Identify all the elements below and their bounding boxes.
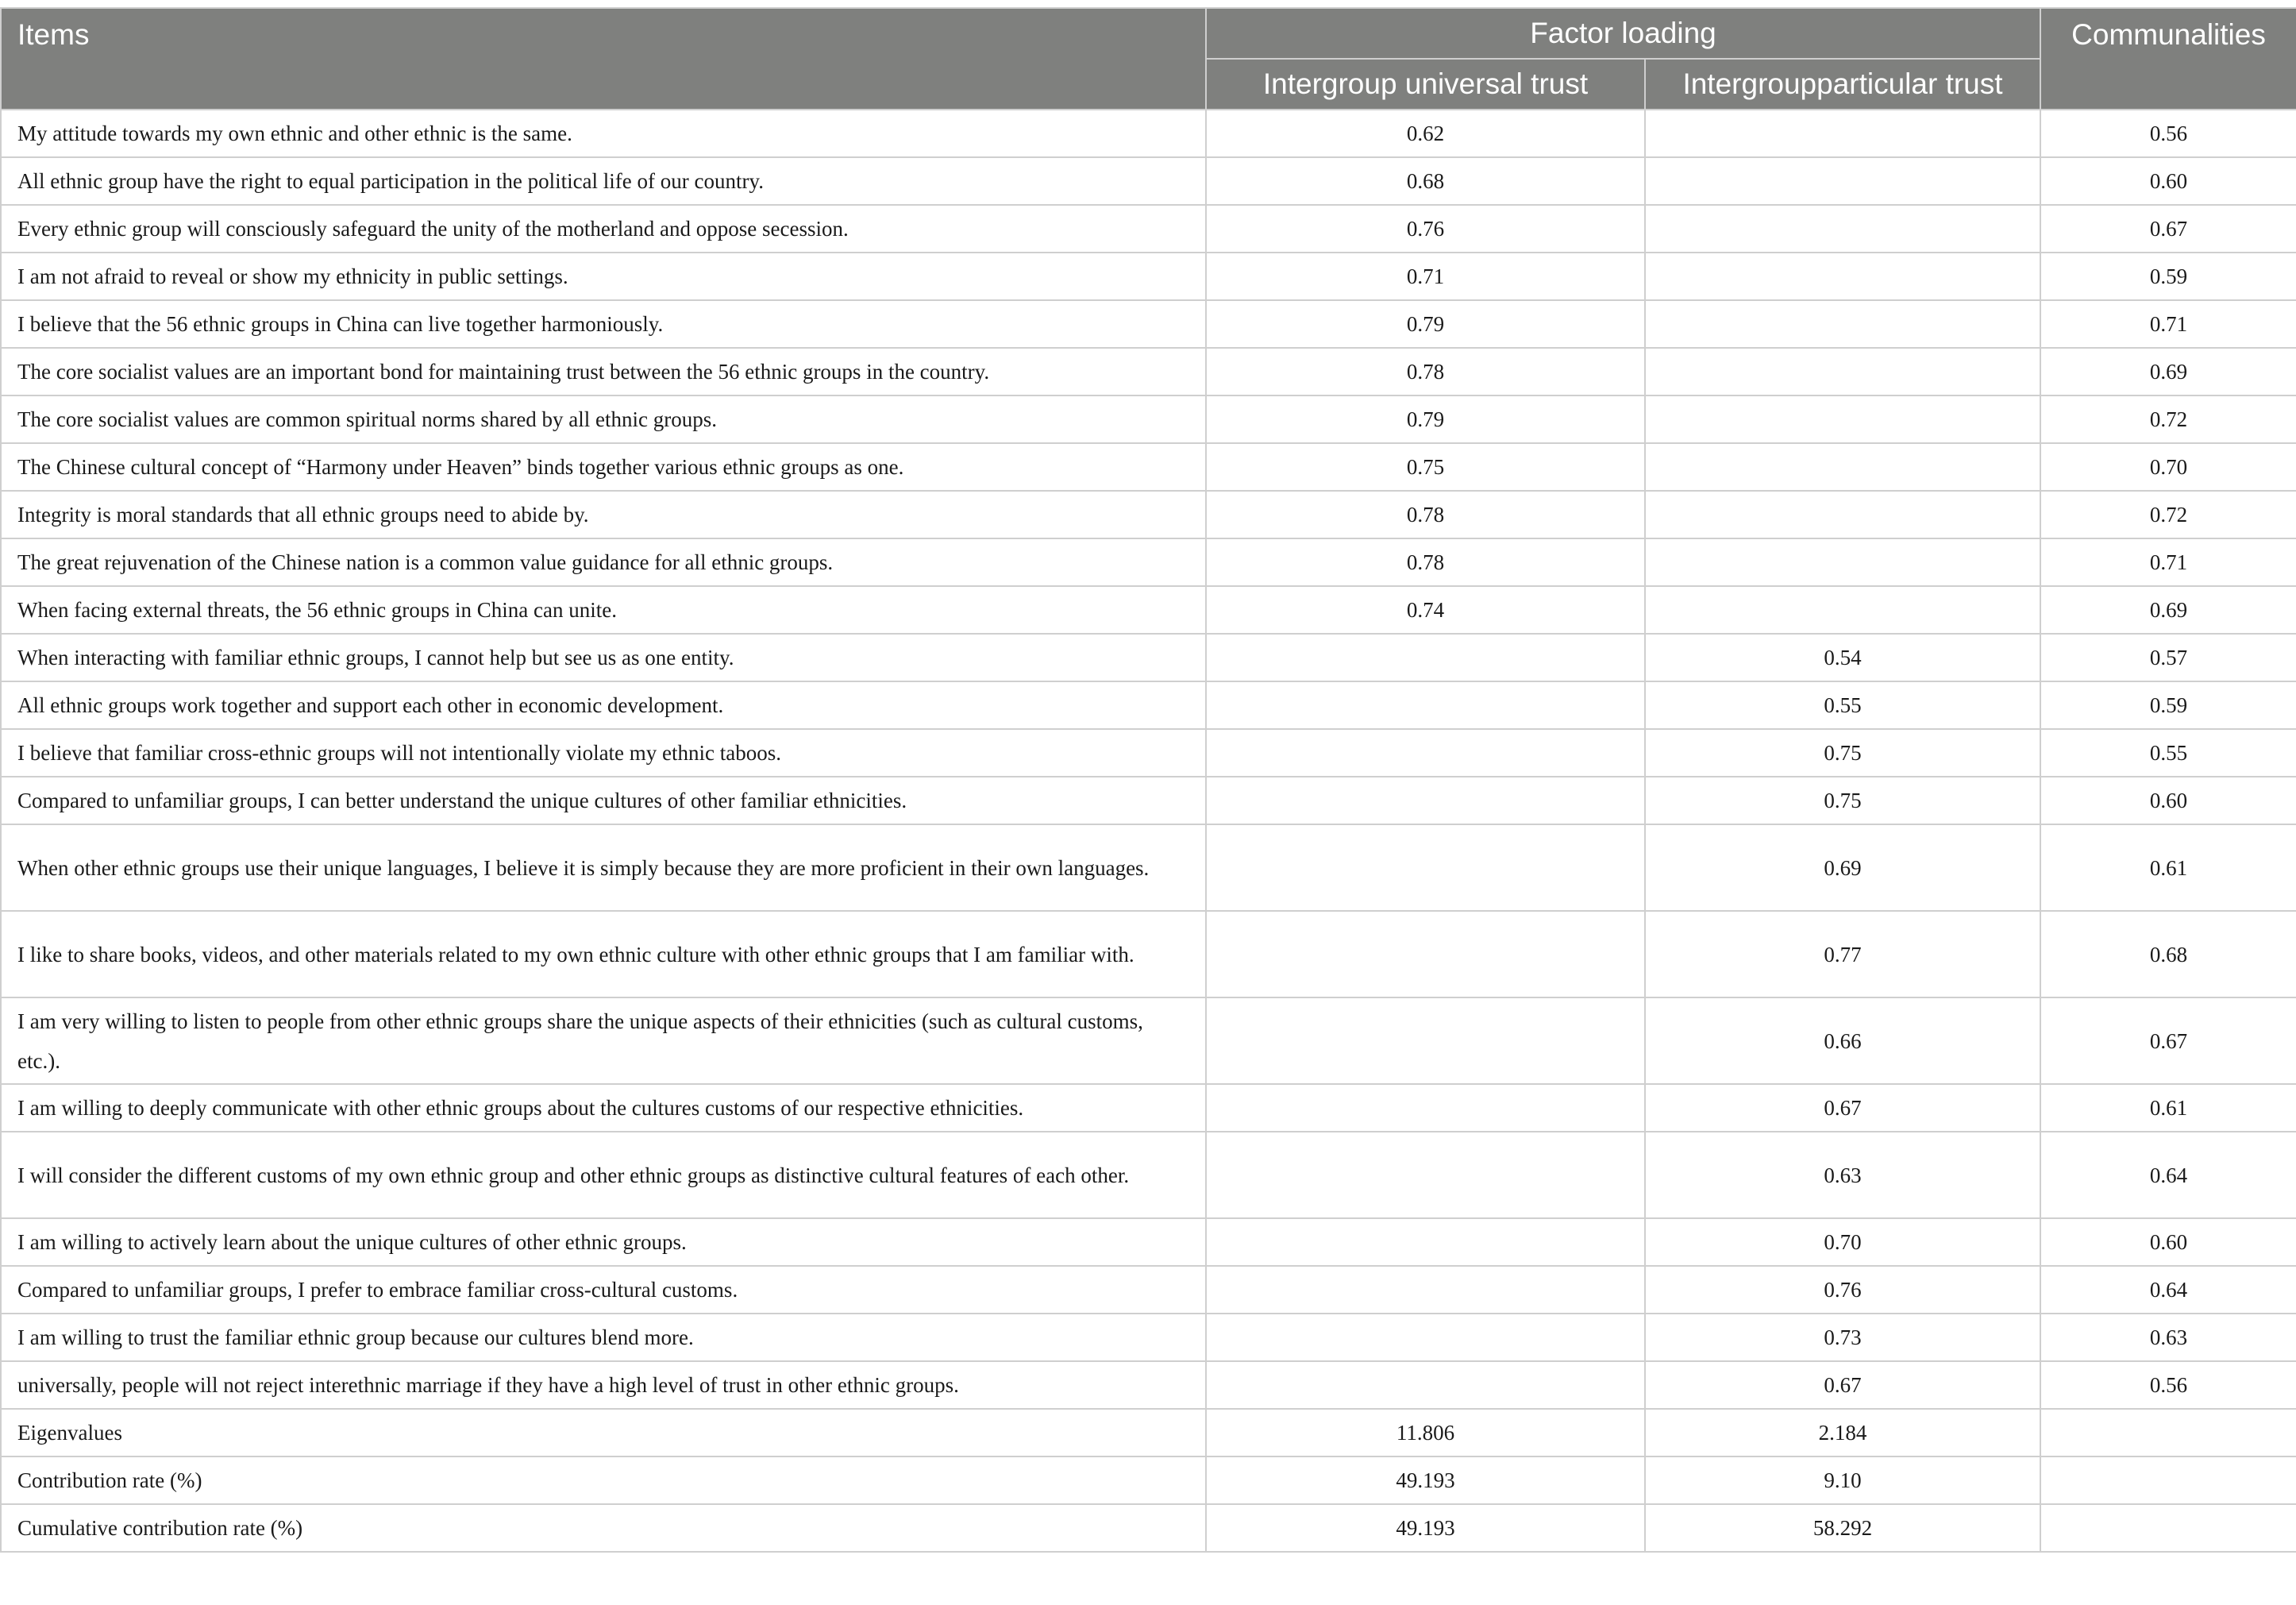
communality-cell: 0.60 (2040, 157, 2296, 205)
particular-cell (1645, 300, 2040, 348)
particular-cell: 0.63 (1645, 1132, 2040, 1218)
particular-cell: 0.77 (1645, 911, 2040, 997)
communality-cell: 0.60 (2040, 1218, 2296, 1266)
item-cell: All ethnic group have the right to equal participation in the political life of our country. (1, 157, 1206, 205)
universal-cell (1206, 1314, 1645, 1361)
communality-cell: 0.61 (2040, 824, 2296, 911)
communality-cell: 0.69 (2040, 586, 2296, 634)
table-row (1, 997, 2296, 1084)
universal-cell: 0.75 (1206, 443, 1645, 491)
item-cell: universally, people will not reject interethnic marriage if they have a high level of trust in other ethnic groups. (1, 1361, 1206, 1409)
item-cell: I believe that familiar cross-ethnic groups will not intentionally violate my ethnic taboos. (1, 729, 1206, 777)
communality-cell (2040, 1456, 2296, 1504)
item-cell: Cumulative contribution rate (%) (1, 1504, 1206, 1552)
table-row (1, 538, 2296, 586)
communality-cell: 0.59 (2040, 681, 2296, 729)
header-factor-loading: Factor loading (1206, 8, 2040, 59)
communality-cell: 0.67 (2040, 205, 2296, 253)
universal-cell: 0.62 (1206, 110, 1645, 157)
particular-cell: 0.73 (1645, 1314, 2040, 1361)
factor-loading-table (0, 7, 2296, 1553)
universal-cell (1206, 729, 1645, 777)
table-row (1, 300, 2296, 348)
item-cell: When other ethnic groups use their unique languages, I believe it is simply because they are more proficient in their own languages. (1, 824, 1206, 911)
universal-cell (1206, 1218, 1645, 1266)
table-row (1, 1456, 2296, 1504)
item-cell: Eigenvalues (1, 1409, 1206, 1456)
table-row (1, 634, 2296, 681)
table-row (1, 681, 2296, 729)
table-row (1, 253, 2296, 300)
item-cell: I am willing to deeply communicate with other ethnic groups about the cultures customs of our respective ethnicities. (1, 1084, 1206, 1132)
communality-cell: 0.57 (2040, 634, 2296, 681)
particular-cell: 0.55 (1645, 681, 2040, 729)
particular-cell (1645, 205, 2040, 253)
header-communalities: Communalities (2040, 8, 2296, 110)
particular-cell: 0.66 (1645, 997, 2040, 1084)
item-cell: I believe that the 56 ethnic groups in China can live together harmoniously. (1, 300, 1206, 348)
item-cell: I will consider the different customs of my own ethnic group and other ethnic groups as distinctive cultural features of each other. (1, 1132, 1206, 1218)
universal-cell: 0.68 (1206, 157, 1645, 205)
item-cell: My attitude towards my own ethnic and other ethnic is the same. (1, 110, 1206, 157)
particular-cell: 9.10 (1645, 1456, 2040, 1504)
universal-cell: 0.74 (1206, 586, 1645, 634)
particular-cell: 0.67 (1645, 1084, 2040, 1132)
table-row (1, 1504, 2296, 1552)
universal-cell (1206, 824, 1645, 911)
table-row (1, 1409, 2296, 1456)
universal-cell: 11.806 (1206, 1409, 1645, 1456)
universal-cell (1206, 1132, 1645, 1218)
communality-cell: 0.56 (2040, 1361, 2296, 1409)
table-row (1, 1218, 2296, 1266)
item-cell: I am very willing to listen to people from other ethnic groups share the unique aspects of their ethnicities (such as cultural customs, etc.). (1, 997, 1206, 1084)
table-row (1, 1361, 2296, 1409)
item-cell: Compared to unfamiliar groups, I prefer to embrace familiar cross-cultural customs. (1, 1266, 1206, 1314)
universal-cell: 0.78 (1206, 348, 1645, 395)
particular-cell: 0.75 (1645, 729, 2040, 777)
item-cell: The core socialist values are an important bond for maintaining trust between the 56 ethnic groups in the country. (1, 348, 1206, 395)
table-row (1, 1266, 2296, 1314)
table-row (1, 777, 2296, 824)
universal-cell: 0.79 (1206, 300, 1645, 348)
universal-cell (1206, 1266, 1645, 1314)
item-cell: Integrity is moral standards that all ethnic groups need to abide by. (1, 491, 1206, 538)
communality-cell: 0.67 (2040, 997, 2296, 1084)
table-row (1, 491, 2296, 538)
communality-cell: 0.71 (2040, 538, 2296, 586)
item-cell: Every ethnic group will consciously safeguard the unity of the motherland and oppose secession. (1, 205, 1206, 253)
table-row (1, 110, 2296, 157)
item-cell: When facing external threats, the 56 ethnic groups in China can unite. (1, 586, 1206, 634)
particular-cell: 0.69 (1645, 824, 2040, 911)
header-particular-trust: Intergroupparticular trust (1645, 59, 2040, 110)
universal-cell (1206, 911, 1645, 997)
communality-cell: 0.70 (2040, 443, 2296, 491)
particular-cell: 58.292 (1645, 1504, 2040, 1552)
table-row (1, 443, 2296, 491)
universal-cell (1206, 997, 1645, 1084)
particular-cell (1645, 586, 2040, 634)
item-cell: I like to share books, videos, and other materials related to my own ethnic culture with other ethnic groups that I am familiar with. (1, 911, 1206, 997)
communality-cell: 0.61 (2040, 1084, 2296, 1132)
header-universal-trust: Intergroup universal trust (1206, 59, 1645, 110)
item-cell: Contribution rate (%) (1, 1456, 1206, 1504)
particular-cell (1645, 157, 2040, 205)
particular-cell: 0.67 (1645, 1361, 2040, 1409)
table-row (1, 395, 2296, 443)
particular-cell: 0.75 (1645, 777, 2040, 824)
item-cell: I am not afraid to reveal or show my ethnicity in public settings. (1, 253, 1206, 300)
communality-cell (2040, 1504, 2296, 1552)
item-cell: The Chinese cultural concept of “Harmony under Heaven” binds together various ethnic groups as one. (1, 443, 1206, 491)
communality-cell: 0.64 (2040, 1266, 2296, 1314)
universal-cell (1206, 681, 1645, 729)
item-cell: I am willing to actively learn about the unique cultures of other ethnic groups. (1, 1218, 1206, 1266)
communality-cell: 0.69 (2040, 348, 2296, 395)
table-row (1, 911, 2296, 997)
universal-cell: 0.71 (1206, 253, 1645, 300)
table-row (1, 824, 2296, 911)
communality-cell: 0.71 (2040, 300, 2296, 348)
particular-cell: 0.54 (1645, 634, 2040, 681)
universal-cell: 49.193 (1206, 1456, 1645, 1504)
item-cell: The great rejuvenation of the Chinese nation is a common value guidance for all ethnic groups. (1, 538, 1206, 586)
header-items: Items (1, 8, 1206, 110)
item-cell: Compared to unfamiliar groups, I can better understand the unique cultures of other familiar ethnicities. (1, 777, 1206, 824)
universal-cell: 0.78 (1206, 491, 1645, 538)
table-row (1, 157, 2296, 205)
particular-cell (1645, 538, 2040, 586)
universal-cell (1206, 1084, 1645, 1132)
universal-cell: 0.79 (1206, 395, 1645, 443)
communality-cell: 0.63 (2040, 1314, 2296, 1361)
communality-cell: 0.59 (2040, 253, 2296, 300)
communality-cell: 0.64 (2040, 1132, 2296, 1218)
item-cell: I am willing to trust the familiar ethnic group because our cultures blend more. (1, 1314, 1206, 1361)
particular-cell (1645, 443, 2040, 491)
particular-cell (1645, 491, 2040, 538)
communality-cell: 0.68 (2040, 911, 2296, 997)
universal-cell (1206, 634, 1645, 681)
table-row (1, 1084, 2296, 1132)
table-row (1, 348, 2296, 395)
communality-cell: 0.55 (2040, 729, 2296, 777)
universal-cell (1206, 777, 1645, 824)
universal-cell: 49.193 (1206, 1504, 1645, 1552)
communality-cell: 0.72 (2040, 491, 2296, 538)
particular-cell: 0.76 (1645, 1266, 2040, 1314)
communality-cell (2040, 1409, 2296, 1456)
item-cell: All ethnic groups work together and support each other in economic development. (1, 681, 1206, 729)
item-cell: The core socialist values are common spiritual norms shared by all ethnic groups. (1, 395, 1206, 443)
universal-cell: 0.78 (1206, 538, 1645, 586)
universal-cell: 0.76 (1206, 205, 1645, 253)
table-body (1, 110, 2296, 1552)
communality-cell: 0.60 (2040, 777, 2296, 824)
communality-cell: 0.56 (2040, 110, 2296, 157)
particular-cell (1645, 253, 2040, 300)
table-row (1, 729, 2296, 777)
universal-cell (1206, 1361, 1645, 1409)
particular-cell (1645, 395, 2040, 443)
table-row (1, 1314, 2296, 1361)
table-row (1, 205, 2296, 253)
particular-cell: 2.184 (1645, 1409, 2040, 1456)
table-row (1, 1132, 2296, 1218)
table-row (1, 586, 2296, 634)
item-cell: When interacting with familiar ethnic groups, I cannot help but see us as one entity. (1, 634, 1206, 681)
table-header (1, 8, 2296, 110)
communality-cell: 0.72 (2040, 395, 2296, 443)
particular-cell: 0.70 (1645, 1218, 2040, 1266)
particular-cell (1645, 348, 2040, 395)
particular-cell (1645, 110, 2040, 157)
